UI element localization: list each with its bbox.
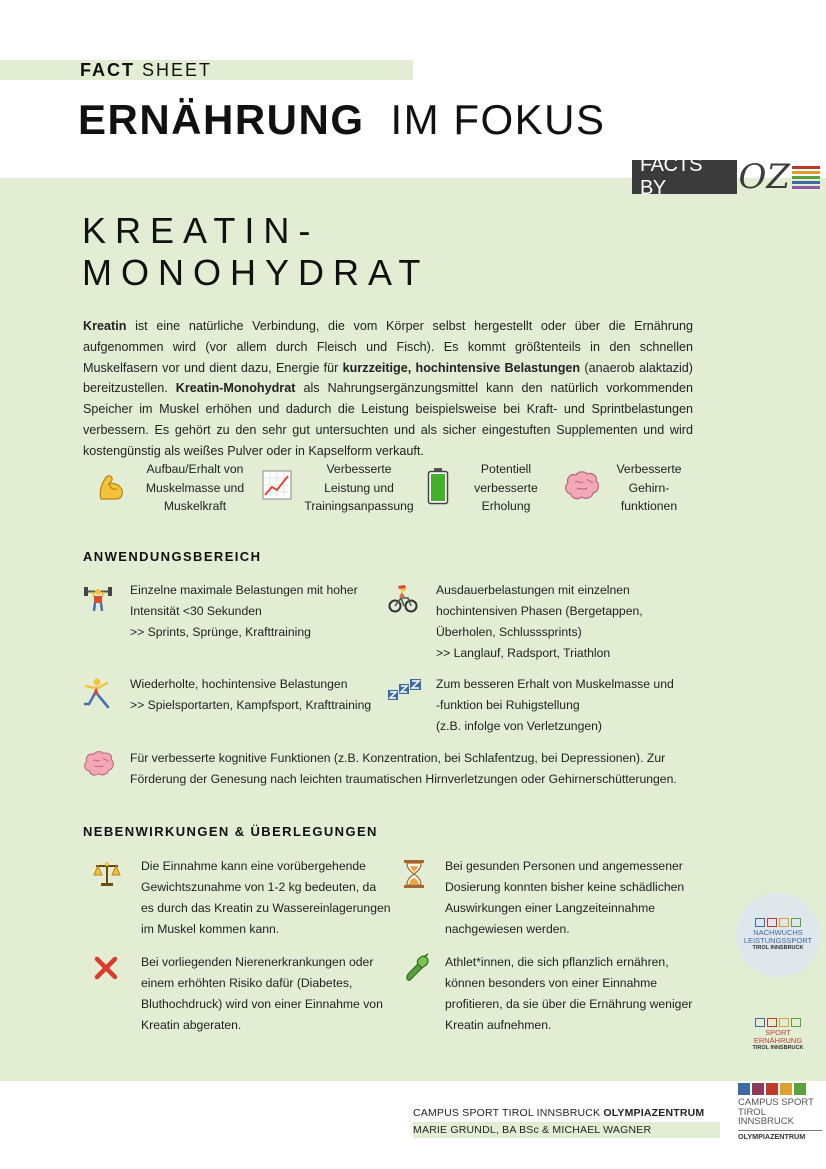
text-line: Für verbesserte kognitive Funktionen (z.B. Konzentration, bei Schlafentzug, bei Depressionen). Zur [130,751,666,765]
text-line: Überholen, Schlusssprints) [436,625,582,639]
brain-icon [82,750,116,783]
text-line: Gehirn- [628,480,670,495]
benefit-muscle-text [130,460,260,516]
sport-ernaehrung-badge: SPORT ERNÄHRUNG TIROL INNSBRUCK [736,993,820,1077]
text-line: Dosierung konnten bisher keine schädlichen [445,880,685,894]
application-immobilization-text [436,674,696,737]
application-heading: ANWENDUNGSBEREICH [83,549,262,564]
intro-text: (anaerob alaktazid) bereitzustellen. [83,360,693,396]
brain-icon [563,470,601,507]
footer-organization: CAMPUS SPORT TIROL INNSBRUCK OLYMPIAZENTRUM [413,1107,705,1119]
application-endurance-text [436,580,696,664]
text-line: >> Spielsportarten, Kampfsport, Krafttraining [130,698,372,712]
intro-text: ist eine natürliche Verbindung, die vom Körper selbst hergestellt oder über die Ernährung aufgenommen wird (vor allem durch Fleisch und Fisch). Es kommt größtenteils in den schnellen Muskelfasern vor und dient dazu, Energie für [83,319,693,375]
application-max-load-text [130,580,371,643]
text-line: können besonders von einer Einnahme [445,976,658,990]
side-effect-weight-text [141,856,391,940]
side-effect-plant-based-text [445,952,705,1036]
weightlifter-icon [83,584,113,617]
hourglass-icon [403,859,425,894]
text-line: Intensität <30 Sekunden [130,604,262,618]
text-line: Verbesserte [326,462,392,476]
text-line: (z.B. infolge von Verletzungen) [436,719,602,733]
chart-increasing-icon [262,470,292,505]
text-line: Wiederholte, hochintensive Belastungen [130,677,348,691]
logo-stripe [792,176,820,179]
text-line: Bluthochdruck) wird von einer Einnahme von [141,997,383,1011]
benefit-performance-text [300,460,418,516]
logo-stripe [792,166,820,169]
side-effects-heading: NEBENWIRKUNGEN & ÜBERLEGUNGEN [83,824,378,839]
intro-paragraph [83,316,693,462]
cross-mark-icon [94,956,118,985]
balance-scale-icon [93,860,121,893]
facts-by-oz-logo: FACTS BY OZ [632,160,820,194]
text-line: Auswirkungen einer Langzeiteinnahme [445,901,656,915]
document-title: KREATIN- MONOHYDRAT [82,210,430,293]
intro-highlight: Kreatin [83,319,127,333]
text-line: Trainingsanpassung [304,499,414,513]
footer-authors: MARIE GRUNDL, BA BSc & MICHAEL WAGNER [413,1124,652,1136]
logo-stripe [792,171,820,174]
text-line: Bei gesunden Personen und angemessener [445,859,683,873]
text-line: Die Einnahme kann eine vorübergehende [141,859,366,873]
text-line: -funktion bei Ruhigstellung [436,698,580,712]
text-line: Aufbau/Erhalt von [146,462,244,476]
text-line: profitieren, da sie über die Ernährung weniger [445,997,693,1011]
text-line: Kreatin abgeraten. [141,1018,242,1032]
zzz-icon [388,679,422,706]
text-line: im Muskel kommen kann. [141,922,280,936]
flexed-biceps-icon [95,471,127,508]
text-line: Muskelmasse und [145,480,245,495]
cyclist-icon [388,584,418,619]
text-line: es durch das Kreatin zu Wassereinlagerungen [141,901,391,915]
intro-text: als Nahrungsergänzungsmittel kann den natürlich vorkommenden Speicher im Muskel erhöhen und dadurch die Leistung beispielsweise bei Kraft- und Sprintbelastungen verbessern. Es gehört zu den sehr gut untersuchten und als sicher eingestuften Supplementen und wird kostengünstig als weißes Pulver oder in Kapselform verkauft. [83,381,693,458]
nachwuchs-leistungssport-badge: NACHWUCHS LEISTUNGSSPORT TIROL INNSBRUCK [736,893,820,977]
text-line: funktionen [620,499,678,513]
text-line: Ausdauerbelastungen mit einzelnen [436,583,630,597]
text-line: nachgewiesen werden. [445,922,570,936]
text-line: Bei vorliegenden Nierenerkrankungen oder [141,955,374,969]
intro-highlight: Kreatin-Monohydrat [175,381,296,396]
text-line: einem erhöhten Risiko dafür (Diabetes, [141,976,353,990]
application-repeated-load-text [130,674,380,716]
text-line: Muskelkraft [163,499,227,513]
logo-stripe [792,186,820,189]
side-effect-longterm-text [445,856,705,940]
text-line: Zum besseren Erhalt von Muskelmasse und [436,677,674,691]
benefit-recovery-text [466,460,546,516]
text-line: Leistung und [324,480,394,495]
text-line: Potentiell [480,462,532,476]
text-line: Athlet*innen, die sich pflanzlich ernähren, [445,955,669,969]
application-cognitive-text [130,748,700,790]
badge-squares [755,1018,801,1027]
battery-icon [427,467,449,510]
side-effect-kidney-text [141,952,391,1036]
text-line: Erholung [481,499,531,513]
text-line: Einzelne maximale Belastungen mit hoher [130,583,358,597]
benefit-brain-text [604,460,694,516]
vegetable-icon [404,953,430,988]
content-panel [0,178,826,1081]
text-line: >> Langlauf, Radsport, Triathlon [436,646,611,660]
intro-highlight: kurzzeitige, hochintensive Belastungen [342,360,581,375]
page-title: ERNÄHRUNG IM FOKUS [78,96,606,143]
text-line: hochintensiven Phasen (Bergetappen, [436,604,643,618]
text-line: verbesserte [474,480,538,495]
text-line: Verbesserte [616,462,682,476]
text-line: >> Sprints, Sprünge, Krafttraining [130,625,311,639]
text-line: Förderung der Genesung nach leichten traumatischen Hirnverletzungen oder Gehirnerschütterungen. [130,772,677,786]
fact-sheet-label: FACT SHEET [80,60,213,80]
text-line: Kreatin aufnehmen. [445,1018,552,1032]
text-line: Gewichtszunahme von 1-2 kg bedeuten, da [141,880,377,894]
badge-squares [755,918,801,927]
logo-stripe [792,181,820,184]
campus-sport-logo: CAMPUS SPORT TIROL INNSBRUCK OLYMPIAZENTRUM [738,1083,822,1141]
sports-player-icon [83,677,113,714]
